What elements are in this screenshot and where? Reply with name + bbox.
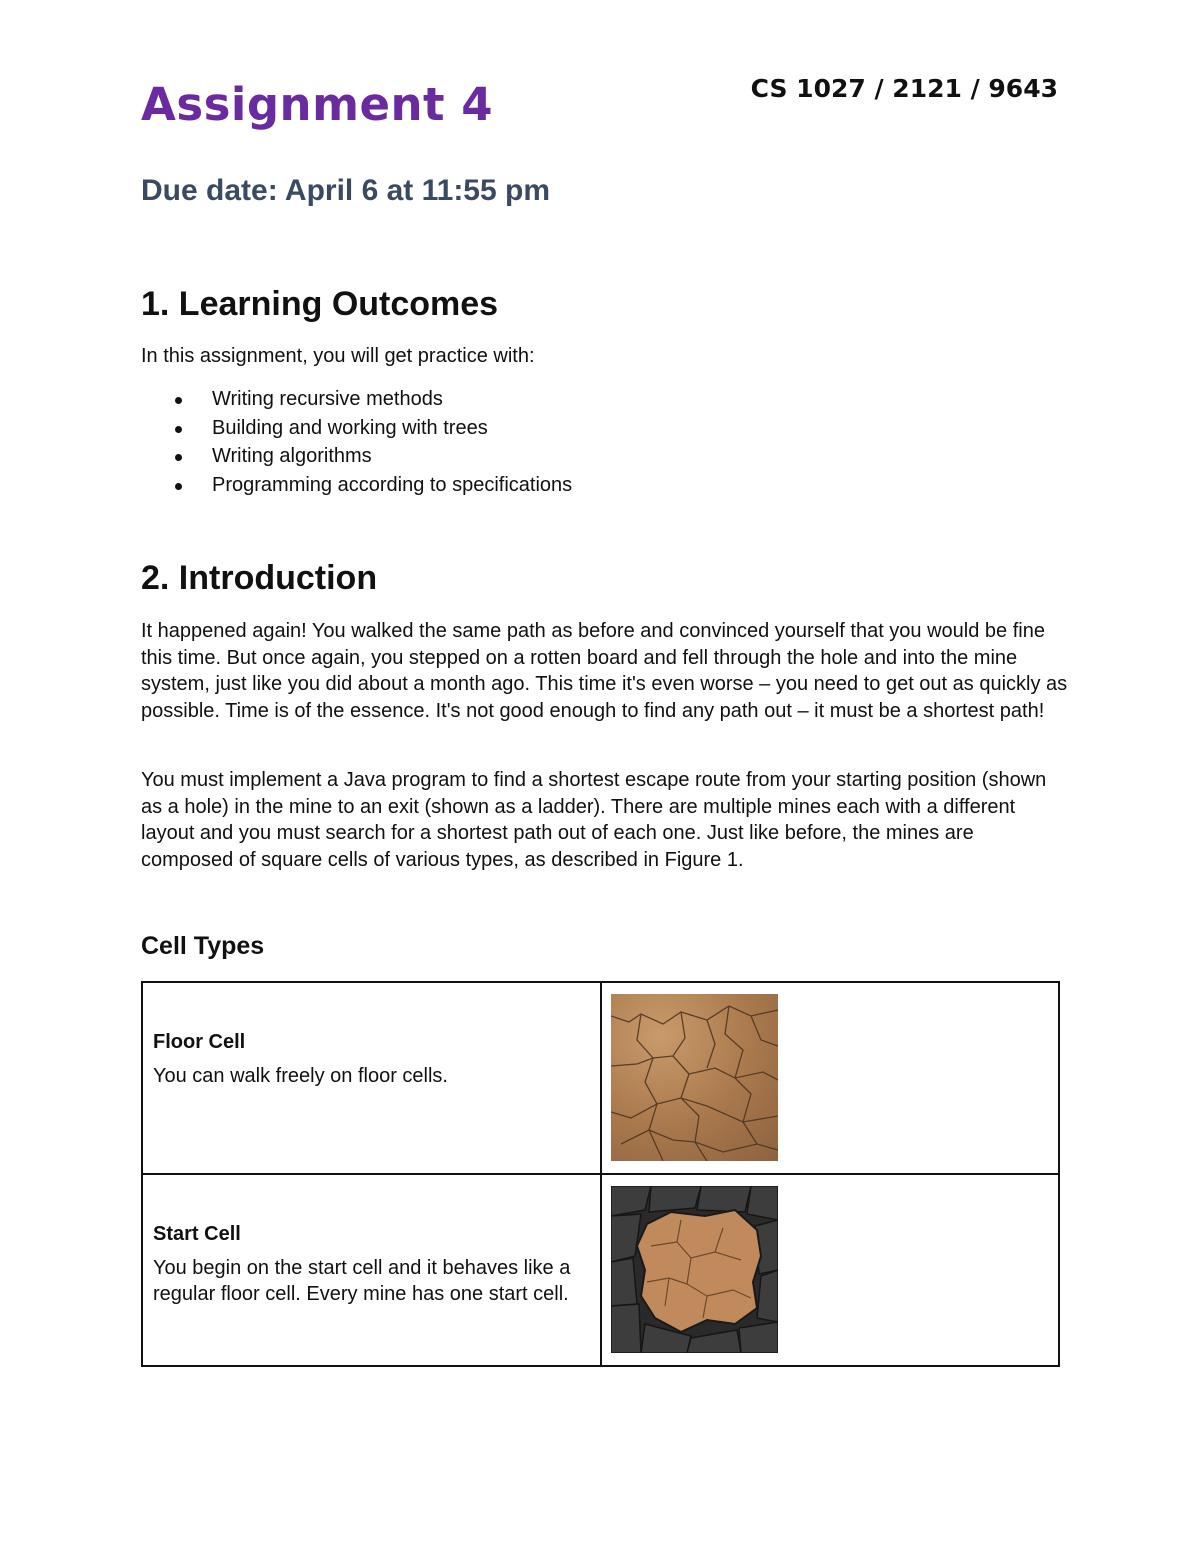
cell-text: You can walk freely on floor cells. — [153, 1065, 448, 1087]
bullet-icon — [175, 397, 182, 404]
cell-image-cell — [601, 982, 1059, 1174]
list-item-text: Writing algorithms — [212, 445, 372, 467]
section-introduction-heading: 2. Introduction — [141, 559, 378, 597]
learning-outcomes-list — [141, 385, 572, 499]
list-item-text: Building and working with trees — [212, 416, 488, 439]
assignment-title: Assignment 4 — [141, 78, 494, 131]
cell-description — [142, 982, 601, 1174]
bullet-icon — [175, 483, 182, 490]
list-item — [141, 385, 572, 414]
cell-image-cell — [601, 1174, 1059, 1366]
cell-text: You begin on the start cell and it behaves like a regular floor cell. Every mine has one start cell. — [153, 1257, 571, 1305]
table-row — [142, 982, 1059, 1174]
bullet-icon — [175, 426, 182, 433]
introduction-paragraph-2: You must implement a Java program to find a shortest escape route from your starting position (shown as a hole) in the mine to an exit (shown as a ladder). There are multiple mines each with a different layout and you must search for a shortest path out of each one. Just like before, the mines are composed of square cells of various types, as described in Figure 1. — [141, 769, 1047, 871]
floor-cracks — [611, 994, 778, 1161]
cell-name: Floor Cell — [153, 1031, 246, 1053]
introduction-paragraph-1: It happened again! You walked the same path as before and convinced yourself that you would be fine this time. But once again, you stepped on a rotten board and fell through the hole and into the mine system, just like you did about a month ago. This time it's even worse – you need to get out as quickly as possible. Time is of the essence. It's not good enough to find any path out – it must be a shortest path! — [141, 620, 1068, 722]
due-date: Due date: April 6 at 11:55 pm — [141, 174, 551, 207]
cell-types-table — [141, 981, 1060, 1367]
cell-description — [142, 1174, 601, 1366]
learning-outcomes-intro: In this assignment, you will get practice with: — [141, 345, 535, 367]
list-item — [141, 414, 572, 443]
section-learning-outcomes-heading: 1. Learning Outcomes — [141, 285, 499, 323]
bullet-icon — [175, 454, 182, 461]
cell-name: Start Cell — [153, 1223, 241, 1245]
cell-types-heading: Cell Types — [141, 932, 265, 960]
list-item-text: Programming according to specifications — [212, 473, 573, 496]
floor-texture-image — [611, 994, 778, 1161]
start-hole-texture-image — [611, 1186, 778, 1353]
list-item — [141, 471, 572, 500]
start-hole-art — [611, 1186, 778, 1353]
course-codes: CS 1027 / 2121 / 9643 — [750, 74, 1058, 103]
list-item-text: Writing recursive methods — [212, 388, 443, 410]
table-row — [142, 1174, 1059, 1366]
list-item — [141, 442, 572, 471]
